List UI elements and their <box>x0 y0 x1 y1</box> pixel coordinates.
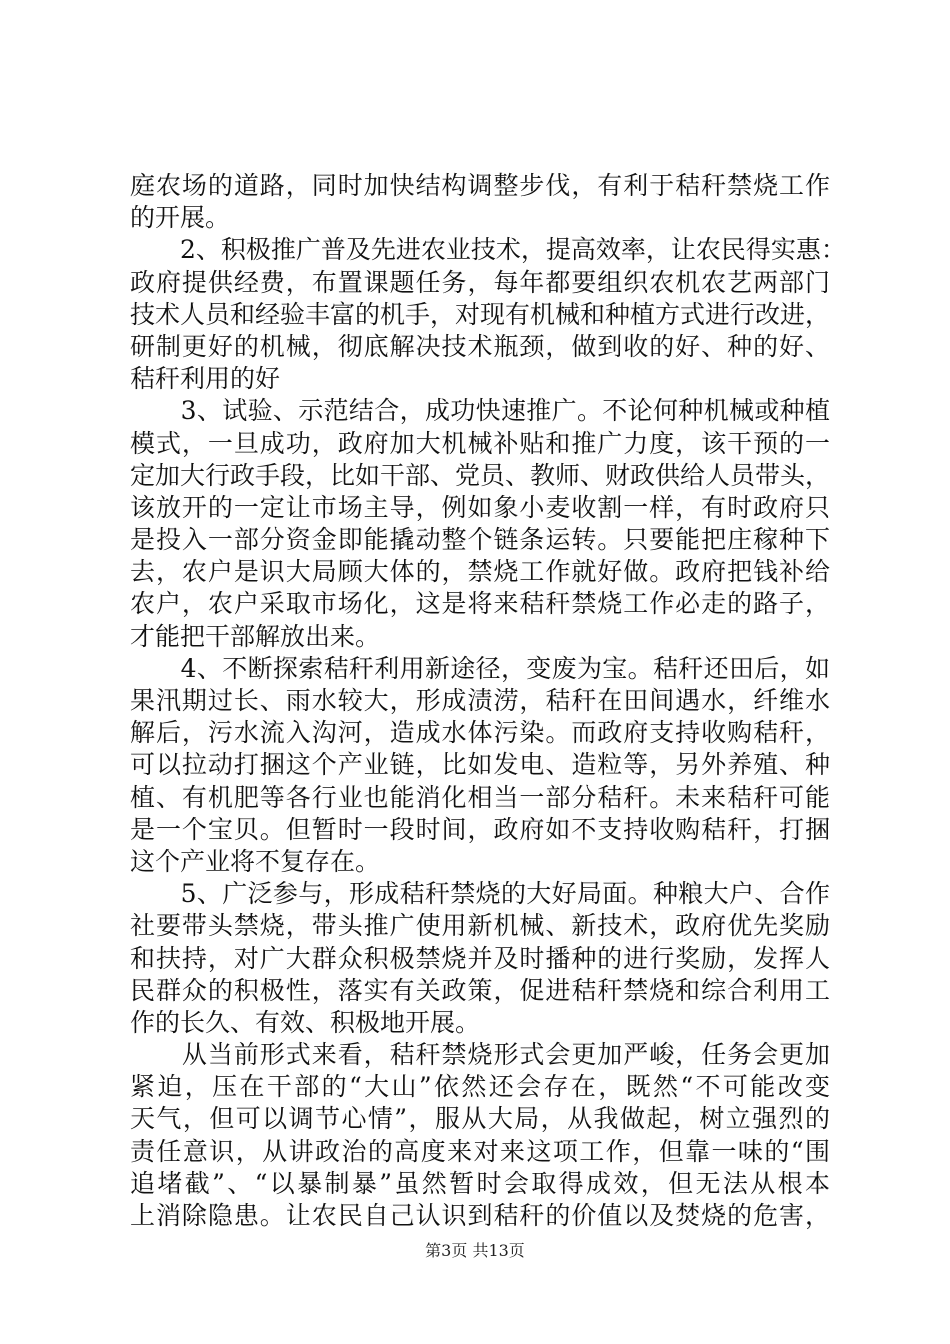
text-line: 解后，污水流入沟河，造成水体污染。而政府支持收购秸秆， <box>130 718 830 748</box>
text-line: 是投入一部分资金即能撬动整个链条运转。只要能把庄稼种下 <box>130 525 830 555</box>
text-line: 这个产业将不复存在。 <box>130 846 381 876</box>
text-line: 的开展。 <box>130 203 231 233</box>
text-line: 责任意识，从讲政治的高度来对来这项工作，但靠一味的“围 <box>130 1136 830 1166</box>
text-line: 秸秆利用的好 <box>130 364 281 394</box>
page-number-footer: 第3页 共13页 <box>425 1241 525 1260</box>
text-line: 庭农场的道路，同时加快结构调整步伐，有利于秸秆禁烧工作 <box>130 171 830 200</box>
text-line: 从当前形式来看，秸秆禁烧形式会更加严峻，任务会更加 <box>130 1040 830 1070</box>
text-line: 植、有机肥等各行业也能消化相当一部分秸秆。未来秸秆可能 <box>130 782 830 812</box>
body-text <box>130 170 846 1232</box>
text-line: 作的长久、有效、积极地开展。 <box>130 1007 481 1037</box>
text-line: 天气，但可以调节心情”，服从大局，从我做起，树立强烈的 <box>130 1104 830 1134</box>
text-line: 5、广泛参与，形成秸秆禁烧的大好局面。种粮大户、合作 <box>130 879 830 909</box>
text-line: 模式，一旦成功，政府加大机械补贴和推广力度，该干预的一 <box>130 428 830 458</box>
text-line: 政府提供经费，布置课题任务，每年都要组织农机农艺两部门 <box>130 267 830 297</box>
text-line: 社要带头禁烧，带头推广使用新机械、新技术，政府优先奖励 <box>130 911 830 941</box>
text-line: 才能把干部解放出来。 <box>130 621 381 651</box>
text-line: 3、试验、示范结合，成功快速推广。不论何种机械或种植 <box>130 396 830 426</box>
text-line: 和扶持，对广大群众积极禁烧并及时播种的进行奖励，发挥人 <box>130 943 830 973</box>
text-line: 去，农户是识大局顾大体的，禁烧工作就好做。政府把钱补给 <box>130 557 830 587</box>
text-line: 该放开的一定让市场主导，例如象小麦收割一样，有时政府只 <box>130 492 830 522</box>
text-line: 紧迫，压在干部的“大山”依然还会存在，既然“不可能改变 <box>130 1072 830 1102</box>
text-line: 民群众的积极性，落实有关政策，促进秸秆禁烧和综合利用工 <box>130 975 830 1005</box>
text-line: 可以拉动打捆这个产业链，比如发电、造粒等，另外养殖、种 <box>130 750 830 780</box>
text-line: 上消除隐患。让农民自己认识到秸秆的价值以及焚烧的危害， <box>130 1201 830 1230</box>
text-line: 技术人员和经验丰富的机手，对现有机械和种植方式进行改进， <box>130 299 831 329</box>
text-line: 是一个宝贝。但暂时一段时间，政府如不支持收购秸秆，打捆 <box>130 814 830 844</box>
text-line: 2、积极推广普及先进农业技术，提高效率，让农民得实惠： <box>130 235 846 265</box>
text-line: 农户，农户采取市场化，这是将来秸秆禁烧工作必走的路子， <box>130 589 830 619</box>
text-line: 研制更好的机械，彻底解决技术瓶颈，做到收的好、种的好、 <box>130 331 830 361</box>
text-line: 追堵截”、“以暴制暴”虽然暂时会取得成效，但无法从根本 <box>130 1168 830 1198</box>
text-line: 果汛期过长、雨水较大，形成渍涝，秸秆在田间遇水，纤维水 <box>130 686 830 715</box>
text-line: 4、不断探索秸秆利用新途径，变废为宝。秸秆还田后，如 <box>130 653 830 683</box>
text-line: 定加大行政手段，比如干部、党员、教师、财政供给人员带头， <box>130 460 831 490</box>
